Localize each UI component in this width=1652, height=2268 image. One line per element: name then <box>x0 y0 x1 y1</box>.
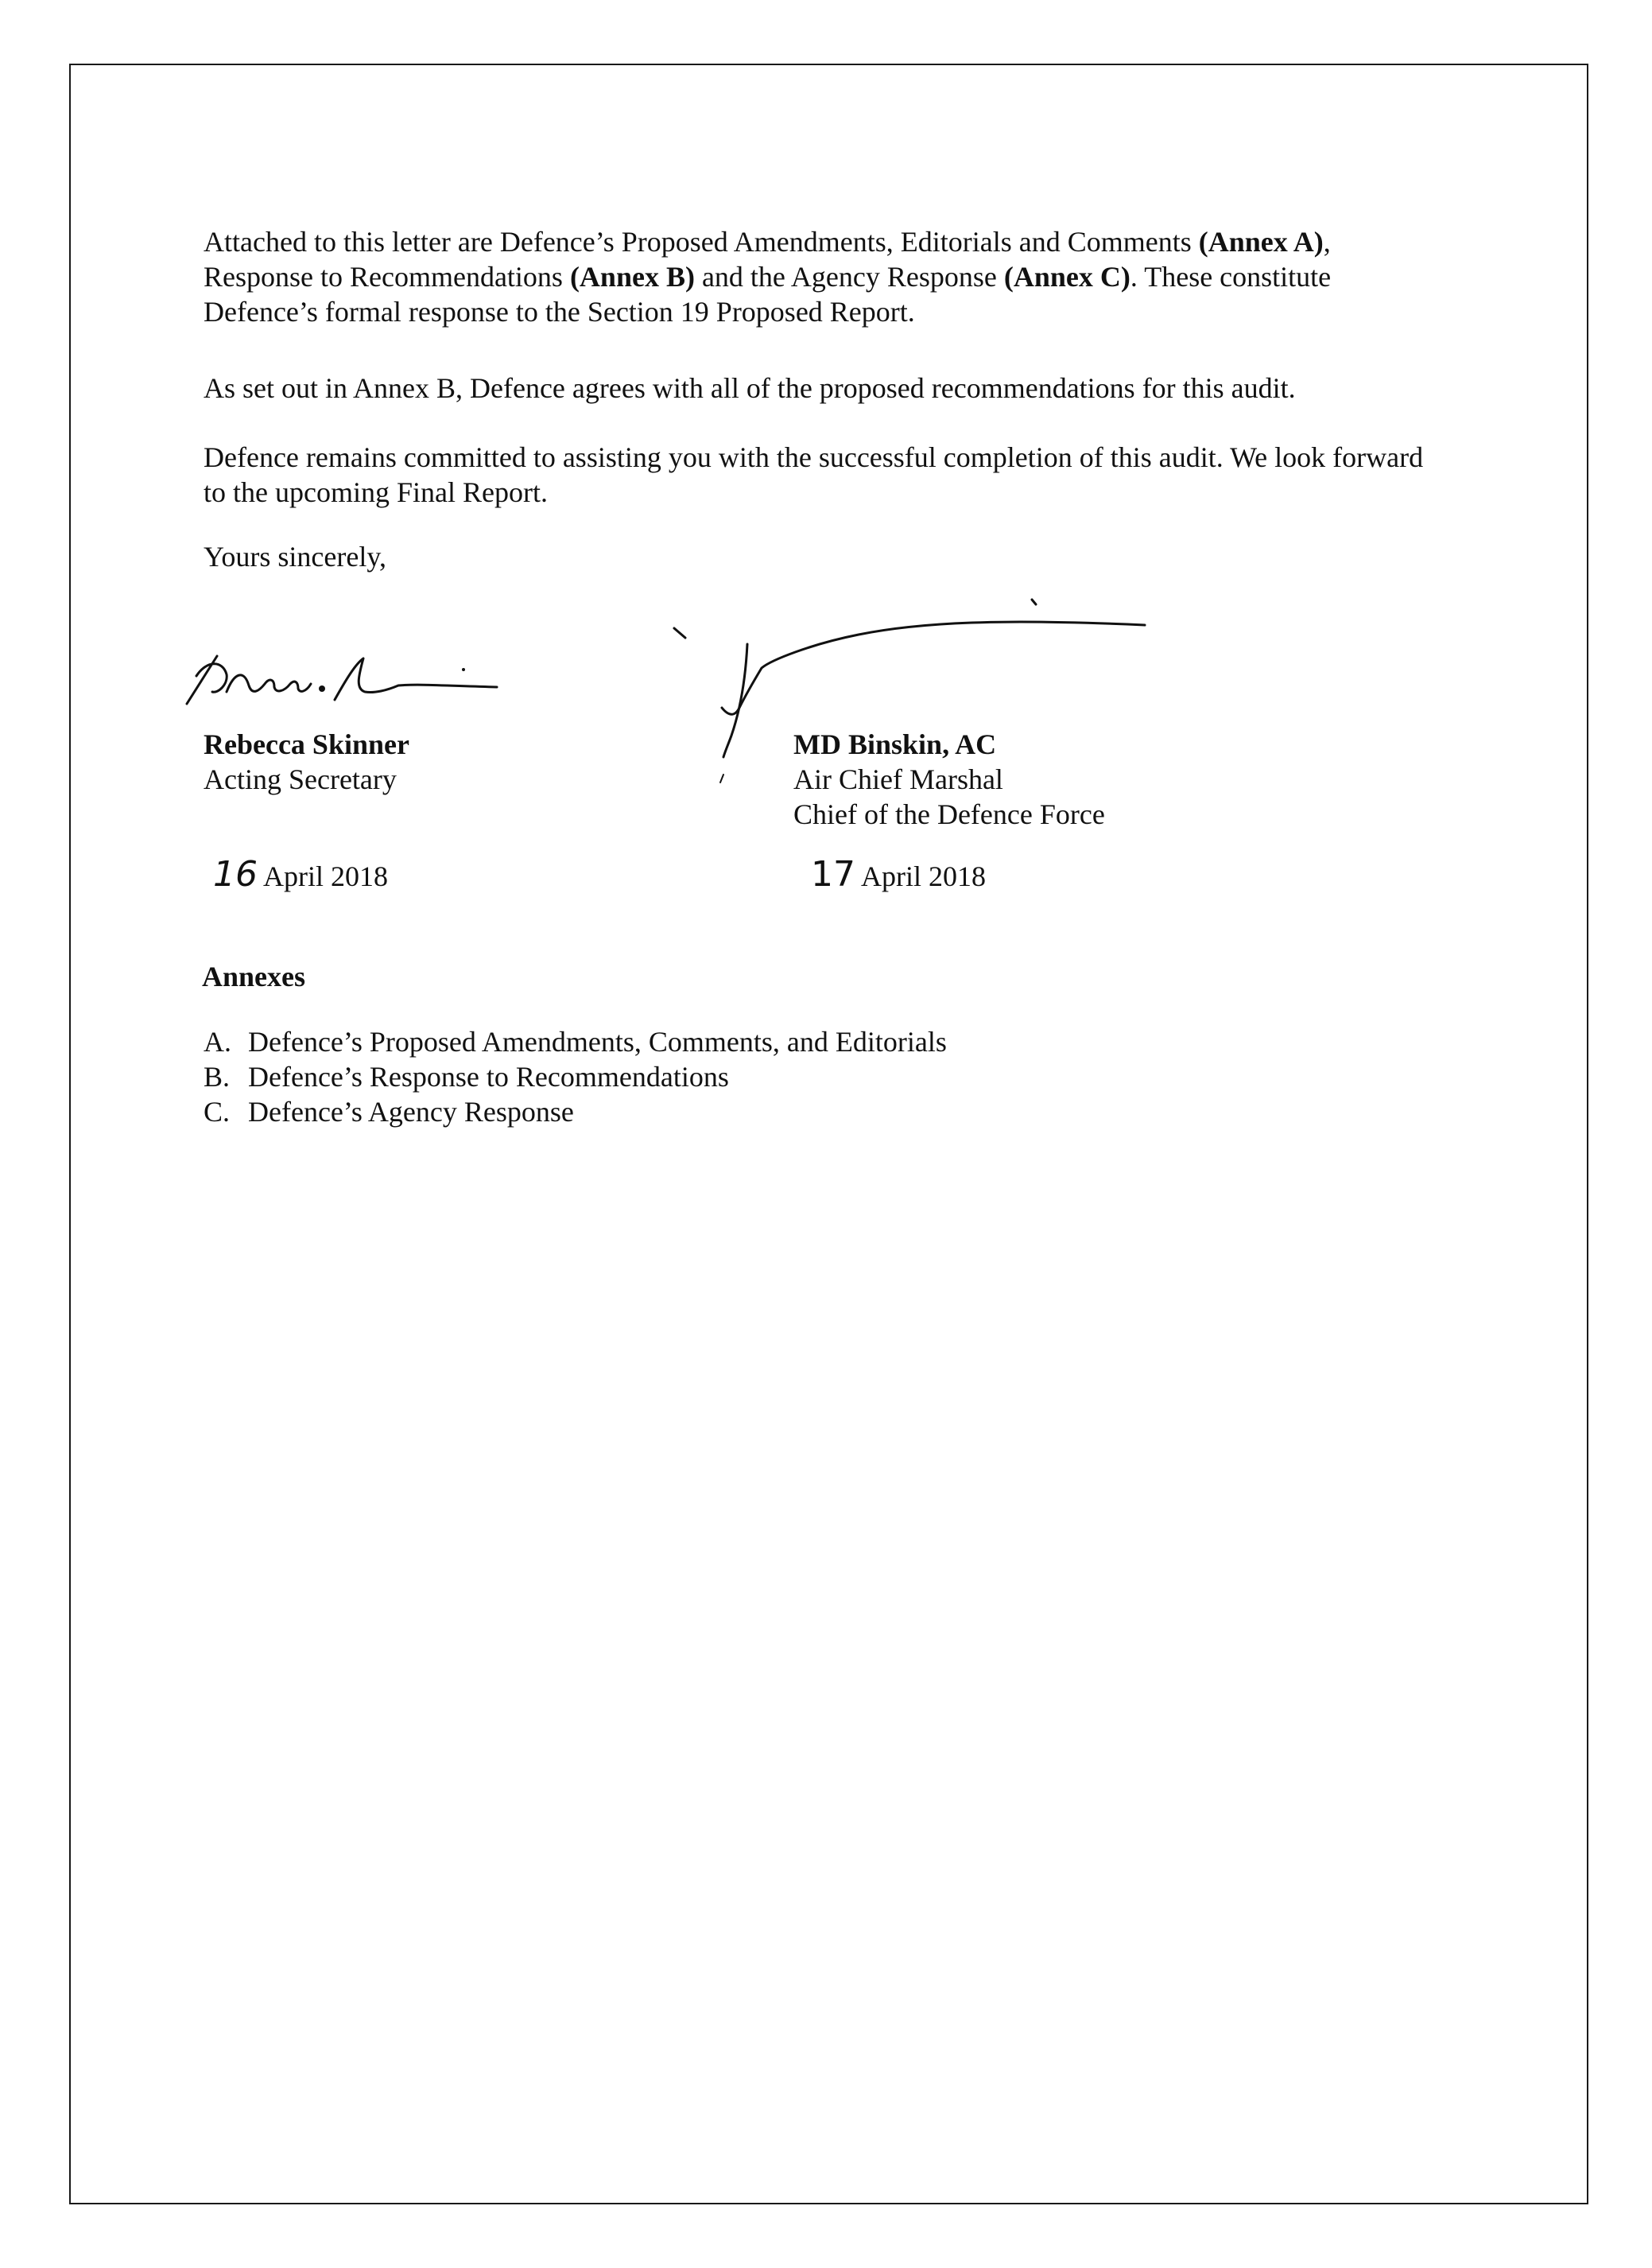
paragraph-attachments <box>204 224 1436 329</box>
para3-text: Defence remains committed to assisting you with the successful completion of this audit. We look forward to the upcoming Final Report. <box>204 441 1424 508</box>
annex-text: Defence’s Agency Response <box>248 1096 574 1128</box>
annex-letter: C. <box>204 1096 231 1128</box>
right-signatory-title: Chief of the Defence Force <box>793 798 1105 830</box>
para1-annex-c: (Annex C) <box>1003 261 1130 293</box>
left-date-rest: April 2018 <box>263 860 389 892</box>
para1-text-2: , Response to Recommendations <box>204 226 1331 293</box>
para2-text: As set out in Annex B, Defence agrees with all of the proposed recommendations for this audit. <box>204 372 1296 404</box>
signature-left-graphic <box>179 636 513 724</box>
left-signatory-date <box>213 854 389 895</box>
annex-letter: B. <box>204 1061 231 1093</box>
para1-text-1: Attached to this letter are Defence’s Proposed Amendments, Editorials and Comments <box>204 226 1199 258</box>
annex-text: Defence’s Proposed Amendments, Comments, and Editorials <box>248 1026 947 1058</box>
para1-text-3: and the Agency Response <box>694 261 1004 293</box>
right-signatory-rank: Air Chief Marshal <box>793 763 1003 795</box>
annex-text: Defence’s Response to Recommendations <box>248 1061 729 1093</box>
right-date-rest: April 2018 <box>861 860 987 892</box>
annexes-heading: Annexes <box>202 961 306 992</box>
annex-letter: A. <box>204 1026 231 1058</box>
left-date-day-handwritten: 16 <box>213 854 258 895</box>
para1-text-4: . These constitute Defence’s formal response to the Section 19 Proposed Report. <box>204 261 1332 328</box>
left-signatory-name: Rebecca Skinner <box>204 728 409 760</box>
paragraph-agreement <box>204 371 1436 406</box>
right-signatory-date <box>811 854 987 895</box>
annex-item <box>204 1094 947 1129</box>
annex-list <box>204 1024 947 1129</box>
right-signatory-name: MD Binskin, AC <box>793 728 997 760</box>
paragraph-commitment <box>204 440 1436 510</box>
para1-annex-a: (Annex A) <box>1198 226 1324 258</box>
annex-item <box>204 1059 947 1094</box>
closing: Yours sincerely, <box>204 541 386 573</box>
para1-annex-b: (Annex B) <box>569 261 695 293</box>
annex-item <box>204 1024 947 1059</box>
left-signatory-title: Acting Secretary <box>204 763 397 795</box>
right-date-day-handwritten: 17 <box>811 854 855 895</box>
